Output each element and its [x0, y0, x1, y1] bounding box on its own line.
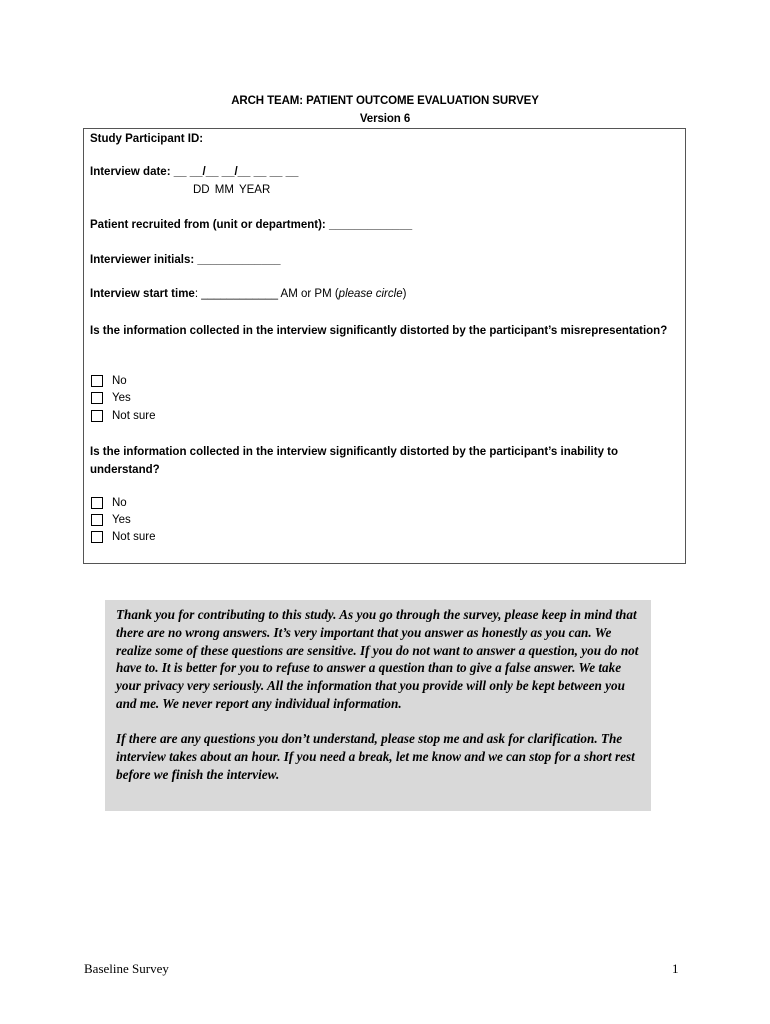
interview-date-label: Interview date: __ __/__ __/__ __ __ __	[90, 166, 299, 178]
survey-title: ARCH TEAM: PATIENT OUTCOME EVALUATION SURVEY	[231, 95, 539, 107]
date-format-hint: DD MM YEAR	[193, 184, 271, 196]
checkbox[interactable]	[91, 392, 103, 404]
start-time-hint: please circle	[338, 288, 403, 300]
footer-title: Baseline Survey	[84, 961, 169, 976]
intro-paragraph-2: If there are any questions you don’t understand, please stop me and ask for clarification. The interview takes about an hour. If you need a break, let me know and we can stop for a short rest before we finish the interview.	[116, 731, 635, 782]
checkbox[interactable]	[91, 497, 103, 509]
checkbox[interactable]	[91, 531, 103, 543]
interview-info-box	[83, 128, 686, 564]
start-time-close: )	[402, 288, 407, 300]
recruited-from-label: Patient recruited from (unit or department): _____________	[90, 219, 413, 231]
checkbox[interactable]	[91, 375, 103, 387]
interviewer-initials-label: Interviewer initials: _____________	[90, 254, 281, 266]
option-label: Not sure	[112, 531, 156, 543]
interviewer-script-box	[105, 600, 651, 811]
option-label: Yes	[112, 514, 131, 526]
checkbox[interactable]	[91, 514, 103, 526]
option-label: No	[112, 497, 127, 509]
intro-paragraph-1: Thank you for contributing to this study. As you go through the survey, please keep in mind that there are no wrong answers. It’s very important that you answer as honestly as you can. We realize some of these questions are sensitive. If you do not want to answer a question, you do not have to. It is better for you to refuse to answer a question than to give a false answer. We take your privacy very seriously. All the information that you provide will only be kept between you and me. We never report any individual information.	[116, 607, 639, 711]
checkbox[interactable]	[91, 410, 103, 422]
q2-option-not-sure[interactable]	[91, 529, 155, 545]
q1-option-no[interactable]	[91, 373, 127, 389]
start-time-label: Interview start time	[90, 288, 195, 300]
question-misrepresentation: Is the information collected in the interview significantly distorted by the participant’s misrepresentation?	[90, 325, 668, 337]
q2-option-yes[interactable]	[91, 512, 131, 528]
participant-id-label: Study Participant ID:	[90, 133, 204, 145]
page-number: 1	[672, 961, 679, 976]
question-inability-to-understand: Is the information collected in the interview significantly distorted by the participant’s inability to understand?	[90, 446, 619, 476]
survey-version: Version 6	[359, 113, 411, 125]
start-time-blank: : ____________ AM or PM (	[194, 288, 339, 300]
q1-option-not-sure[interactable]	[91, 408, 155, 424]
q2-option-no[interactable]	[91, 495, 127, 511]
start-time-line	[90, 288, 406, 300]
option-label: Not sure	[112, 410, 156, 422]
option-label: No	[112, 375, 127, 387]
q1-option-yes[interactable]	[91, 390, 131, 406]
option-label: Yes	[112, 392, 131, 404]
